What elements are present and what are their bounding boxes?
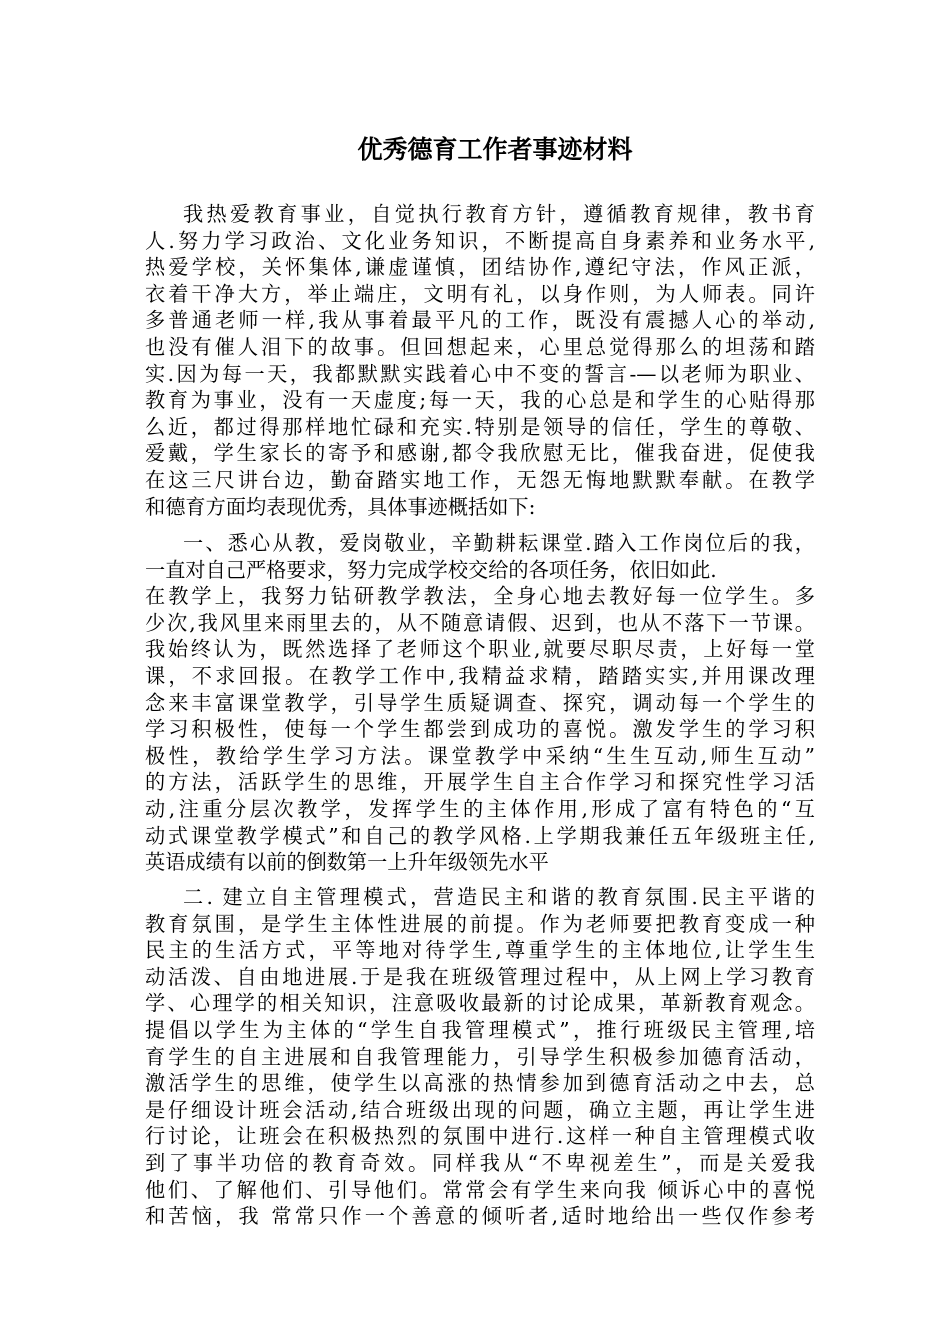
text-line: 民主的生活方式，平等地对待学生,尊重学生的主体地位,让学生生 — [145, 938, 815, 963]
text-line: 和德育方面均表现优秀，具体事迹概括如下: — [145, 494, 536, 519]
text-line: 念来丰富课堂教学，引导学生质疑调查、探究，调动每一个学生的 — [145, 690, 815, 715]
text-line: 课，不求回报。在教学工作中,我精益求精，踏踏实实,并用课改理 — [145, 663, 815, 688]
paragraph-section-two — [145, 884, 815, 1230]
text-line: 是仔细设计班会活动,结合班级出现的问题，确立主题，再让学生进 — [145, 1097, 815, 1122]
text-line: 学习积极性，使每一个学生都尝到成功的喜悦。激发学生的学习积 — [145, 717, 815, 742]
text-line: 激活学生的思维，使学生以高涨的热情参加到德育活动之中去，总 — [145, 1071, 815, 1096]
text-line: 也没有催人泪下的故事。但回想起来，心里总觉得那么的坦荡和踏 — [145, 334, 815, 359]
text-line: 在教学上，我努力钻研教学教法，全身心地去教好每一位学生。多 — [145, 584, 815, 609]
text-line: 到了事半功倍的教育奇效。同样我从“不卑视差生”，而是关爱我 — [145, 1150, 815, 1175]
text-line: 实.因为每一天，我都默默实践着心中不变的誓言-—以老师为职业、 — [145, 361, 815, 386]
text-line: 动,注重分层次教学，发挥学生的主体作用,形成了富有特色的“互 — [145, 796, 815, 821]
text-line: 极性，教给学生学习方法。课堂教学中采纳“生生互动,师生互动” — [145, 743, 815, 768]
text-line: 他们、了解他们、引导他们。常常会有学生来向我 倾诉心中的喜悦 — [145, 1177, 815, 1202]
document-title: 优秀德育工作者事迹材料 — [357, 135, 633, 164]
text-line: 提倡以学生为主体的“学生自我管理模式”，推行班级民主管理,培 — [145, 1017, 815, 1042]
paragraph-intro — [145, 201, 815, 520]
text-line: 一、悉心从教，爱岗敬业，辛勤耕耘课堂.踏入工作岗位后的我， — [183, 531, 815, 555]
text-line: 一直对自己严格要求，努力完成学校交给的各项任务，依旧如此. — [145, 557, 717, 582]
text-line: 育学生的自主进展和自我管理能力，引导学生积极参加德育活动， — [145, 1044, 815, 1069]
text-line: 英语成绩有以前的倒数第一上升年级领先水平 — [145, 850, 549, 875]
text-line: 教育为事业，没有一天虚度;每一天，我的心总是和学生的心贴得那 — [145, 388, 815, 413]
text-line: 人.努力学习政治、文化业务知识，不断提高自身素养和业务水平, — [145, 228, 815, 253]
paragraph-section-one — [145, 530, 815, 876]
text-line: 我始终认为，既然选择了老师这个职业,就要尽职尽责，上好每一堂 — [145, 637, 815, 662]
text-line: 衣着干净大方，举止端庄，文明有礼，以身作则，为人师表。同许 — [145, 281, 815, 306]
text-line: 二. 建立自主管理模式，营造民主和谐的教育氛围.民主平谐的 — [183, 885, 815, 909]
text-line: 的方法，活跃学生的思维，开展学生自主合作学习和探究性学习活 — [145, 770, 815, 795]
text-line: 教育氛围，是学生主体性进展的前提。作为老师要把教育变成一种 — [145, 911, 815, 936]
text-line: 在这三尺讲台边，勤奋踏实地工作，无怨无悔地默默奉献。在教学 — [145, 467, 815, 492]
text-line: 行讨论，让班会在积极热烈的氛围中进行.这样一种自主管理模式收 — [145, 1124, 815, 1149]
text-line: 爱戴，学生家长的寄予和感谢,都令我欣慰无比，催我奋进，促使我 — [145, 441, 815, 466]
text-line: 么近，都过得那样地忙碌和充实.特别是领导的信任，学生的尊敬、 — [145, 414, 815, 439]
text-line: 热爱学校，关怀集体,谦虚谨慎，团结协作,遵纪守法，作风正派， — [145, 255, 815, 280]
text-line: 动活泼、自由地进展.于是我在班级管理过程中，从上网上学习教育 — [145, 964, 815, 989]
text-line: 我热爱教育事业，自觉执行教育方针，遵循教育规律，教书育 — [183, 202, 815, 226]
text-line: 少次,我风里来雨里去的，从不随意请假、迟到，也从不落下一节课。 — [145, 610, 815, 635]
text-line: 多普通老师一样,我从事着最平凡的工作，既没有震撼人心的举动, — [145, 308, 815, 333]
text-line: 动式课堂教学模式”和自己的教学风格.上学期我兼任五年级班主任, — [145, 823, 815, 848]
text-line: 和苦恼，我 常常只作一个善意的倾听者,适时地给出一些仅作参考 — [145, 1204, 815, 1229]
text-line: 学、心理学的相关知识，注意吸收最新的讨论成果，革新教育观念。 — [145, 991, 815, 1016]
